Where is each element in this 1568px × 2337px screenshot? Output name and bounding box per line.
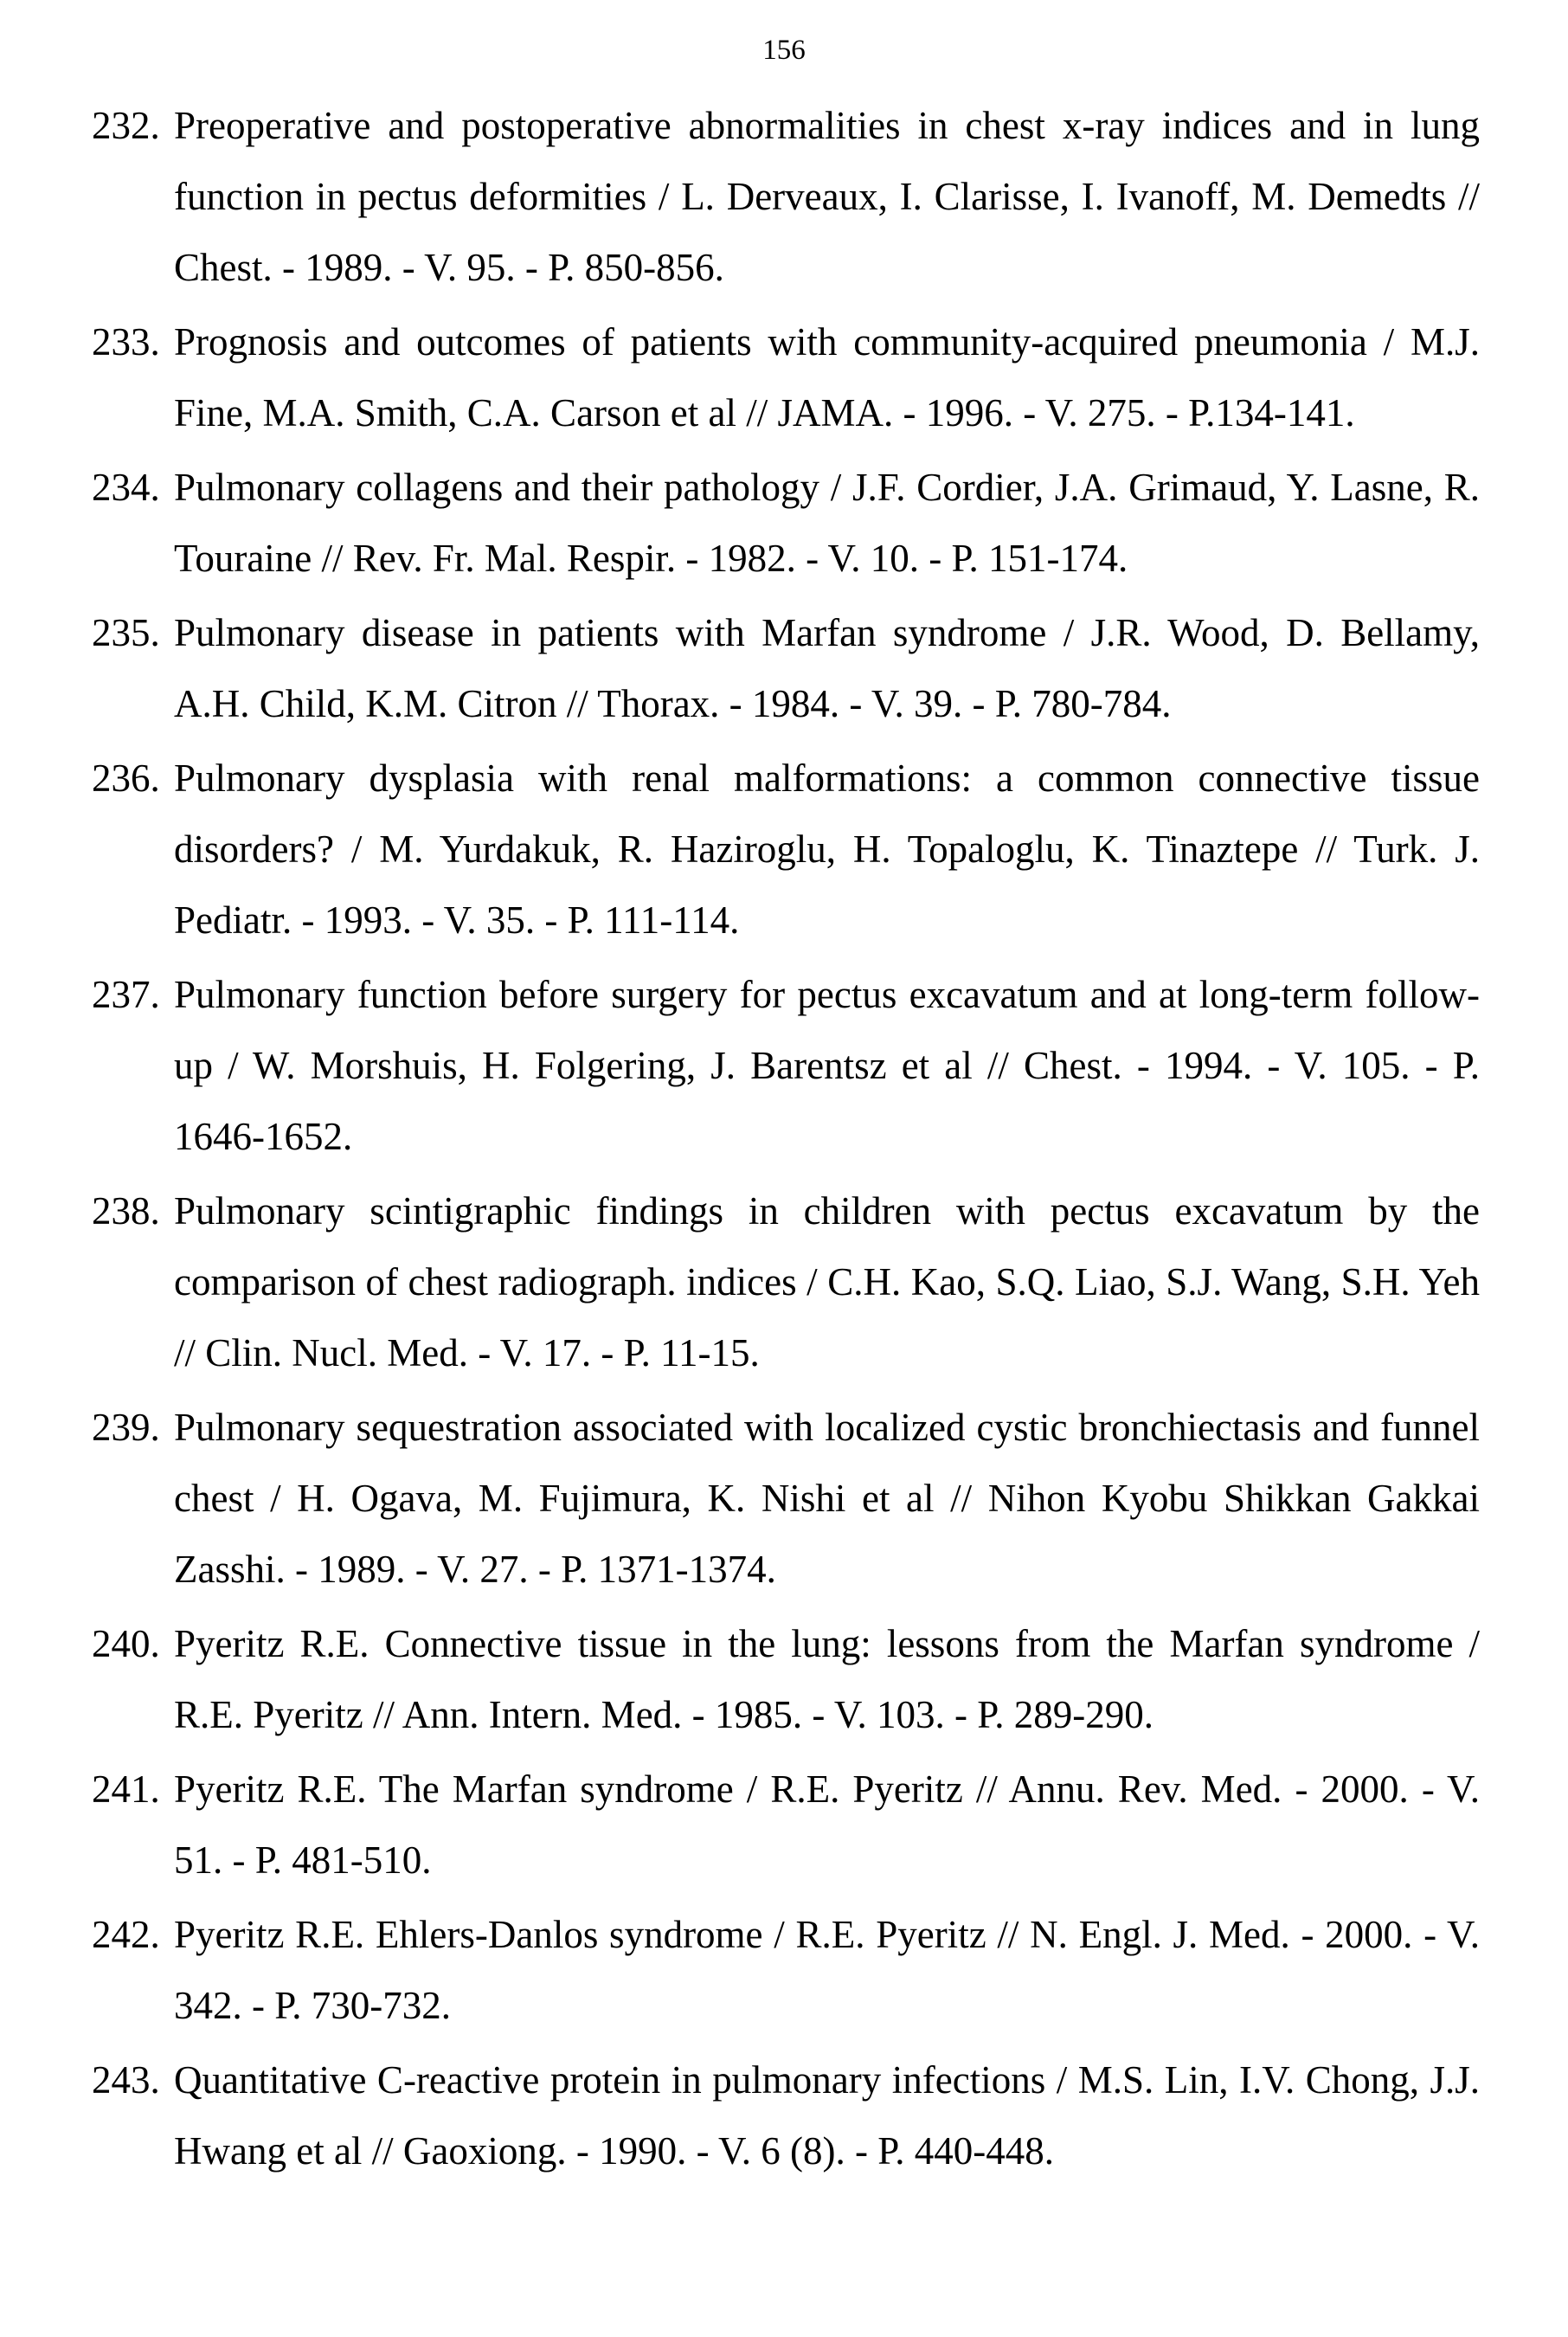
reference-text: Pulmonary collagens and their pathology / J.F. Cordier, J.A. Grimaud, Y. Lasne, R. Touraine // Rev. Fr. Mal. Respir. - 1982. - V. 10. - P. 151-174. (174, 466, 1480, 580)
reference-item (0, 306, 1568, 448)
reference-text: Pulmonary function before surgery for pectus excavatum and at long-term follow-up / W. Morshuis, H. Folgering, J. Barentsz et al // Chest. - 1994. - V. 105. - P. 1646-1652. (174, 973, 1480, 1158)
reference-text: Quantitative C-reactive protein in pulmonary infections / M.S. Lin, I.V. Chong, J.J. Hwang et al // Gaoxiong. - 1990. - V. 6 (8). - P. 440-448. (174, 2058, 1480, 2173)
reference-text: Pulmonary sequestration associated with localized cystic bronchiectasis and funnel chest / H. Ogava, M. Fujimura, K. Nishi et al // Nihon Kyobu Shikkan Gakkai Zasshi. - 1989. - V. 27. - P. 1371-1374. (174, 1406, 1480, 1591)
reference-item (0, 959, 1568, 1172)
reference-number: 237. (92, 973, 160, 1016)
reference-text: Pyeritz R.E. The Marfan syndrome / R.E. Pyeritz // Annu. Rev. Med. - 2000. - V. 51. - P. 481-510. (174, 1767, 1480, 1882)
reference-item (0, 452, 1568, 594)
reference-item (0, 2044, 1568, 2186)
reference-number: 239. (92, 1406, 160, 1449)
reference-text: Pulmonary dysplasia with renal malformations: a common connective tissue disorders? / M. Yurdakuk, R. Haziroglu, H. Topaloglu, K. Tinaztepe // Turk. J. Pediatr. - 1993. - V. 35. - P. 111-114. (174, 756, 1480, 942)
reference-number: 235. (92, 611, 160, 654)
reference-number: 238. (92, 1189, 160, 1233)
reference-text: Pulmonary disease in patients with Marfan syndrome / J.R. Wood, D. Bellamy, A.H. Child, K.M. Citron // Thorax. - 1984. - V. 39. - P. 780-784. (174, 611, 1480, 725)
reference-number: 240. (92, 1622, 160, 1665)
reference-number: 234. (92, 466, 160, 509)
reference-item (0, 1754, 1568, 1896)
reference-text: Pyeritz R.E. Ehlers-Danlos syndrome / R.E. Pyeritz // N. Engl. J. Med. - 2000. - V. 342. - P. 730-732. (174, 1913, 1480, 2027)
reference-number: 241. (92, 1767, 160, 1811)
reference-text: Preoperative and postoperative abnormalities in chest x-ray indices and in lung function in pectus deformities / L. Derveaux, I. Clarisse, I. Ivanoff, M. Demedts // Chest. - 1989. - V. 95. - P. 850-856. (174, 104, 1480, 289)
reference-item (0, 743, 1568, 956)
reference-text: Pulmonary scintigraphic findings in children with pectus excavatum by the comparison of chest radiograph. indices / C.H. Kao, S.Q. Liao, S.J. Wang, S.H. Yeh // Clin. Nucl. Med. - V. 17. - P. 11-15. (174, 1189, 1480, 1375)
reference-text: Pyeritz R.E. Connective tissue in the lung: lessons from the Marfan syndrome / R.E. Pyeritz // Ann. Intern. Med. - 1985. - V. 103. - P. 289-290. (174, 1622, 1480, 1736)
reference-number: 243. (92, 2058, 160, 2102)
reference-list (0, 90, 1568, 2190)
reference-number: 242. (92, 1913, 160, 1956)
reference-item (0, 90, 1568, 303)
reference-item (0, 1175, 1568, 1388)
reference-number: 233. (92, 320, 160, 364)
reference-number: 232. (92, 104, 160, 147)
reference-item (0, 1899, 1568, 2041)
reference-item (0, 1608, 1568, 1750)
page-number: 156 (762, 35, 806, 66)
reference-item (0, 597, 1568, 739)
reference-text: Prognosis and outcomes of patients with community-acquired pneumonia / M.J. Fine, M.A. Smith, C.A. Carson et al // JAMA. - 1996. - V. 275. - P.134-141. (174, 320, 1480, 435)
reference-number: 236. (92, 756, 160, 800)
reference-item (0, 1392, 1568, 1605)
